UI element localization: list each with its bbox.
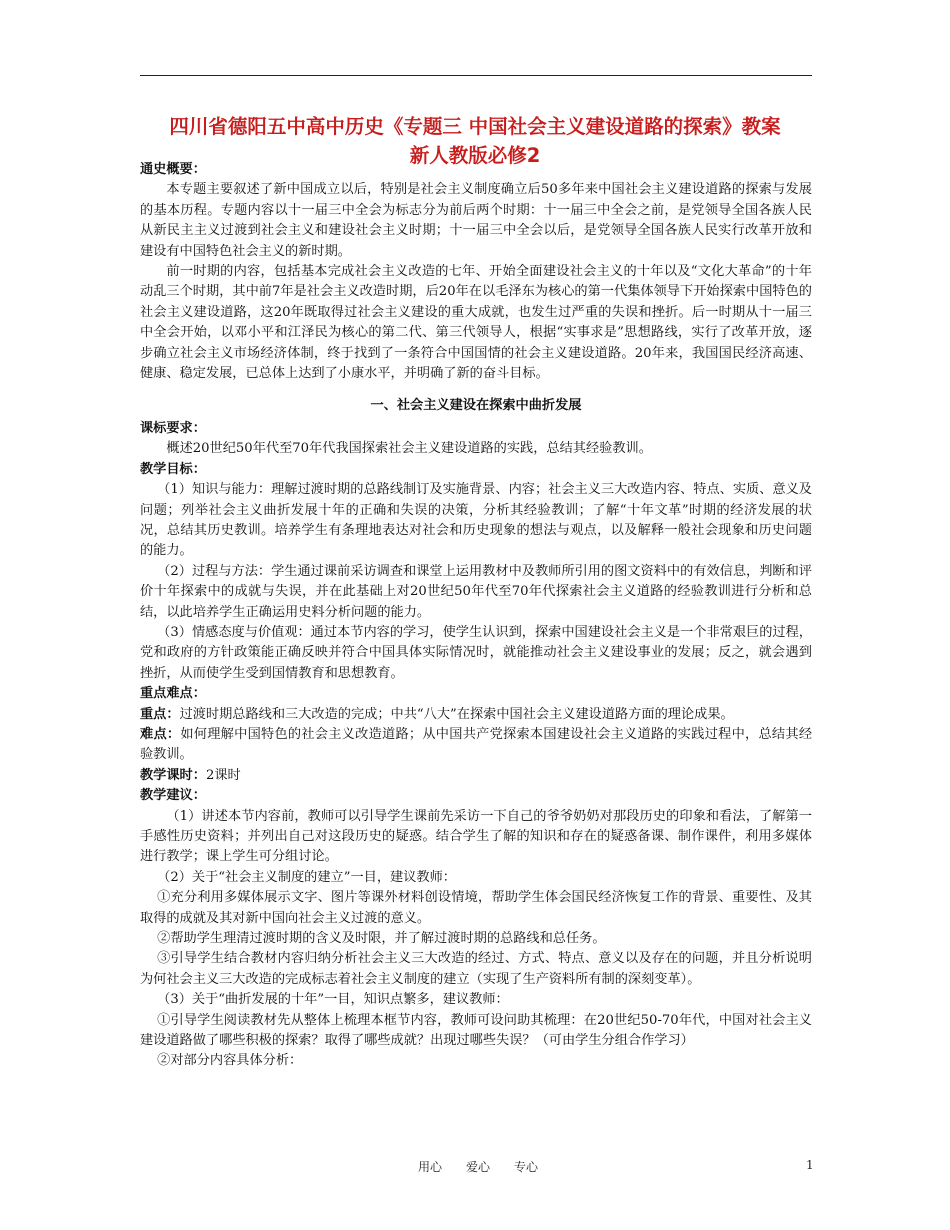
goal-2: （2）过程与方法：学生通过课前采访调查和课堂上运用教材中及教师所引用的图文资料中的有效信息，判断和评价十年探索中的成就与失误，并在此基础上对20世纪50年代至70年代探索社会主义道路的经验教训进行分析和总结，以此培养学生正确运用史料分析问题的能力。 [140, 563, 812, 620]
class-hours-text: 2课时 [205, 767, 241, 783]
key-points-heading: 重点难点： [140, 686, 206, 702]
goal-3: （3）情感态度与价值观：通过本节内容的学习，使学生认识到，探索中国建设社会主义是一个非常艰巨的过程，党和政府的方针政策能正确反映并符合中国具体实际情况时，就能推动社会主义建设事业的发展；反之，就会遇到挫折，从而使学生受到国情教育和思想教育。 [140, 624, 812, 681]
difficulty-text: 如何理解中国特色的社会主义改造道路；从中国共产党探索本国建设社会主义道路的实践过程中，总结其经验教训。 [140, 726, 813, 763]
key-point-text: 过渡时期总路线和三大改造的完成；中共“八大”在探索中国社会主义建设道路方面的理论成果。 [179, 706, 734, 722]
advice-2: （2）关于“社会主义制度的建立”一目，建议教师： [157, 869, 456, 885]
page-number: 1 [806, 1158, 814, 1172]
header-rule [140, 75, 812, 76]
advice-3: （3）关于“曲折发展的十年”一目，知识点繁多，建议教师： [157, 992, 509, 1008]
difficulty-point [140, 725, 812, 766]
advice-2-item-3: ③引导学生结合教材内容归纳分析社会主义三大改造的经过、方式、特点、意义以及存在的问题，并且分析说明为何社会主义三大改造的完成标志着社会主义制度的建立（实现了生产资料所有制的深刻变革）。 [140, 951, 812, 987]
footer-motto: 用心 爱心 专心 [417, 1160, 538, 1174]
document-body [140, 160, 812, 1072]
difficulty-label: 难点： [140, 726, 181, 742]
title-line-2: 新人教版必修2 [409, 144, 541, 167]
class-hours-label: 教学课时： [140, 767, 206, 783]
standards-heading: 课标要求： [140, 420, 206, 436]
advice-3-item-2: ②对部分内容具体分析： [157, 1053, 303, 1069]
advice-1: （1）讲述本节内容前，教师可以引导学生课前先采访一下自己的爷爷奶奶对那段历史的印象和看法，了解第一手感性历史资料；并列出自己对这段历史的疑惑。结合学生了解的知识和存在的疑惑备课、制作课件，利用多媒体进行教学；课上学生可分组讨论。 [140, 808, 812, 865]
advice-heading: 教学建议： [140, 788, 206, 804]
advice-3-item-1: ①引导学生阅读教材先从整体上梳理本框节内容，教师可设问助其梳理：在20世纪50-70年代，中国对社会主义建设道路做了哪些积极的探索？取得了哪些成就？出现过哪些失误？（可由学生分组合作学习） [140, 1012, 812, 1049]
overview-paragraph-2: 前一时期的内容，包括基本完成社会主义改造的七年、开始全面建设社会主义的十年以及“文化大革命”的十年动乱三个时期，其中前7年是社会主义改造时期，后20年在以毛泽东为核心的第一代集体领导下开始探索中国特色的社会主义建设道路，这20年既取得过社会主义建设的重大成就，也发生过严重的失误和挫折。后一时期从十一届三中全会开始，以邓小平和江泽民为核心的第二代、第三代领导人，根据“实事求是”思想路线，实行了改革开放，逐步确立社会主义市场经济体制，终于找到了一条符合中国国情的社会主义建设道路。20年来，我国国民经济高速、健康、稳定发展，已总体上达到了小康水平，并明确了新的奋斗目标。 [140, 264, 812, 382]
advice-2-item-1: ①充分利用多媒体展示文字、图片等课外材料创设情境，帮助学生体会国民经济恢复工作的背景、重要性、及其取得的成就及其对新中国向社会主义过渡的意义。 [140, 890, 812, 926]
overview-paragraph-1: 本专题主要叙述了新中国成立以后，特别是社会主义制度确立后50多年来中国社会主义建设道路的探索与发展的基本历程。专题内容以十一届三中全会为标志分为前后两个时期：十一届三中全会之前，是党领导全国各族人民从新民主主义过渡到社会主义和建设社会主义时期；十一届三中全会以后，是党领导全国各族人民实行改革开放和建设有中国特色社会主义的新时期。 [140, 182, 812, 259]
overview-heading: 通史概要： [140, 162, 206, 177]
goals-heading: 教学目标： [140, 461, 206, 477]
section-1-title: 一、社会主义建设在探索中曲折发展 [370, 398, 582, 414]
standards-text: 概述20世纪50年代至70年代我国探索社会主义建设道路的实践，总结其经验教训。 [166, 441, 652, 457]
title-line-1: 四川省德阳五中高中历史《专题三 中国社会主义建设道路的探索》教案 [169, 115, 781, 138]
advice-2-item-2: ②帮助学生理清过渡时期的含义及时限，并了解过渡时期的总路线和总任务。 [157, 931, 606, 947]
key-point [140, 705, 812, 725]
class-hours [140, 766, 812, 786]
goal-1: （1）知识与能力：理解过渡时期的总路线制订及实施背景、内容；社会主义三大改造内容、特点、实质、意义及问题；列举社会主义曲折发展十年的正确和失误的决策，分析其经验教训；了解“十年文革”时期的经济发展的状况，总结其历史教训。培养学生有条理地表达对社会和历史现象的想法与观点，以及解释一般社会现象和历史问题的能力。 [140, 482, 812, 559]
key-point-label: 重点： [140, 706, 180, 722]
